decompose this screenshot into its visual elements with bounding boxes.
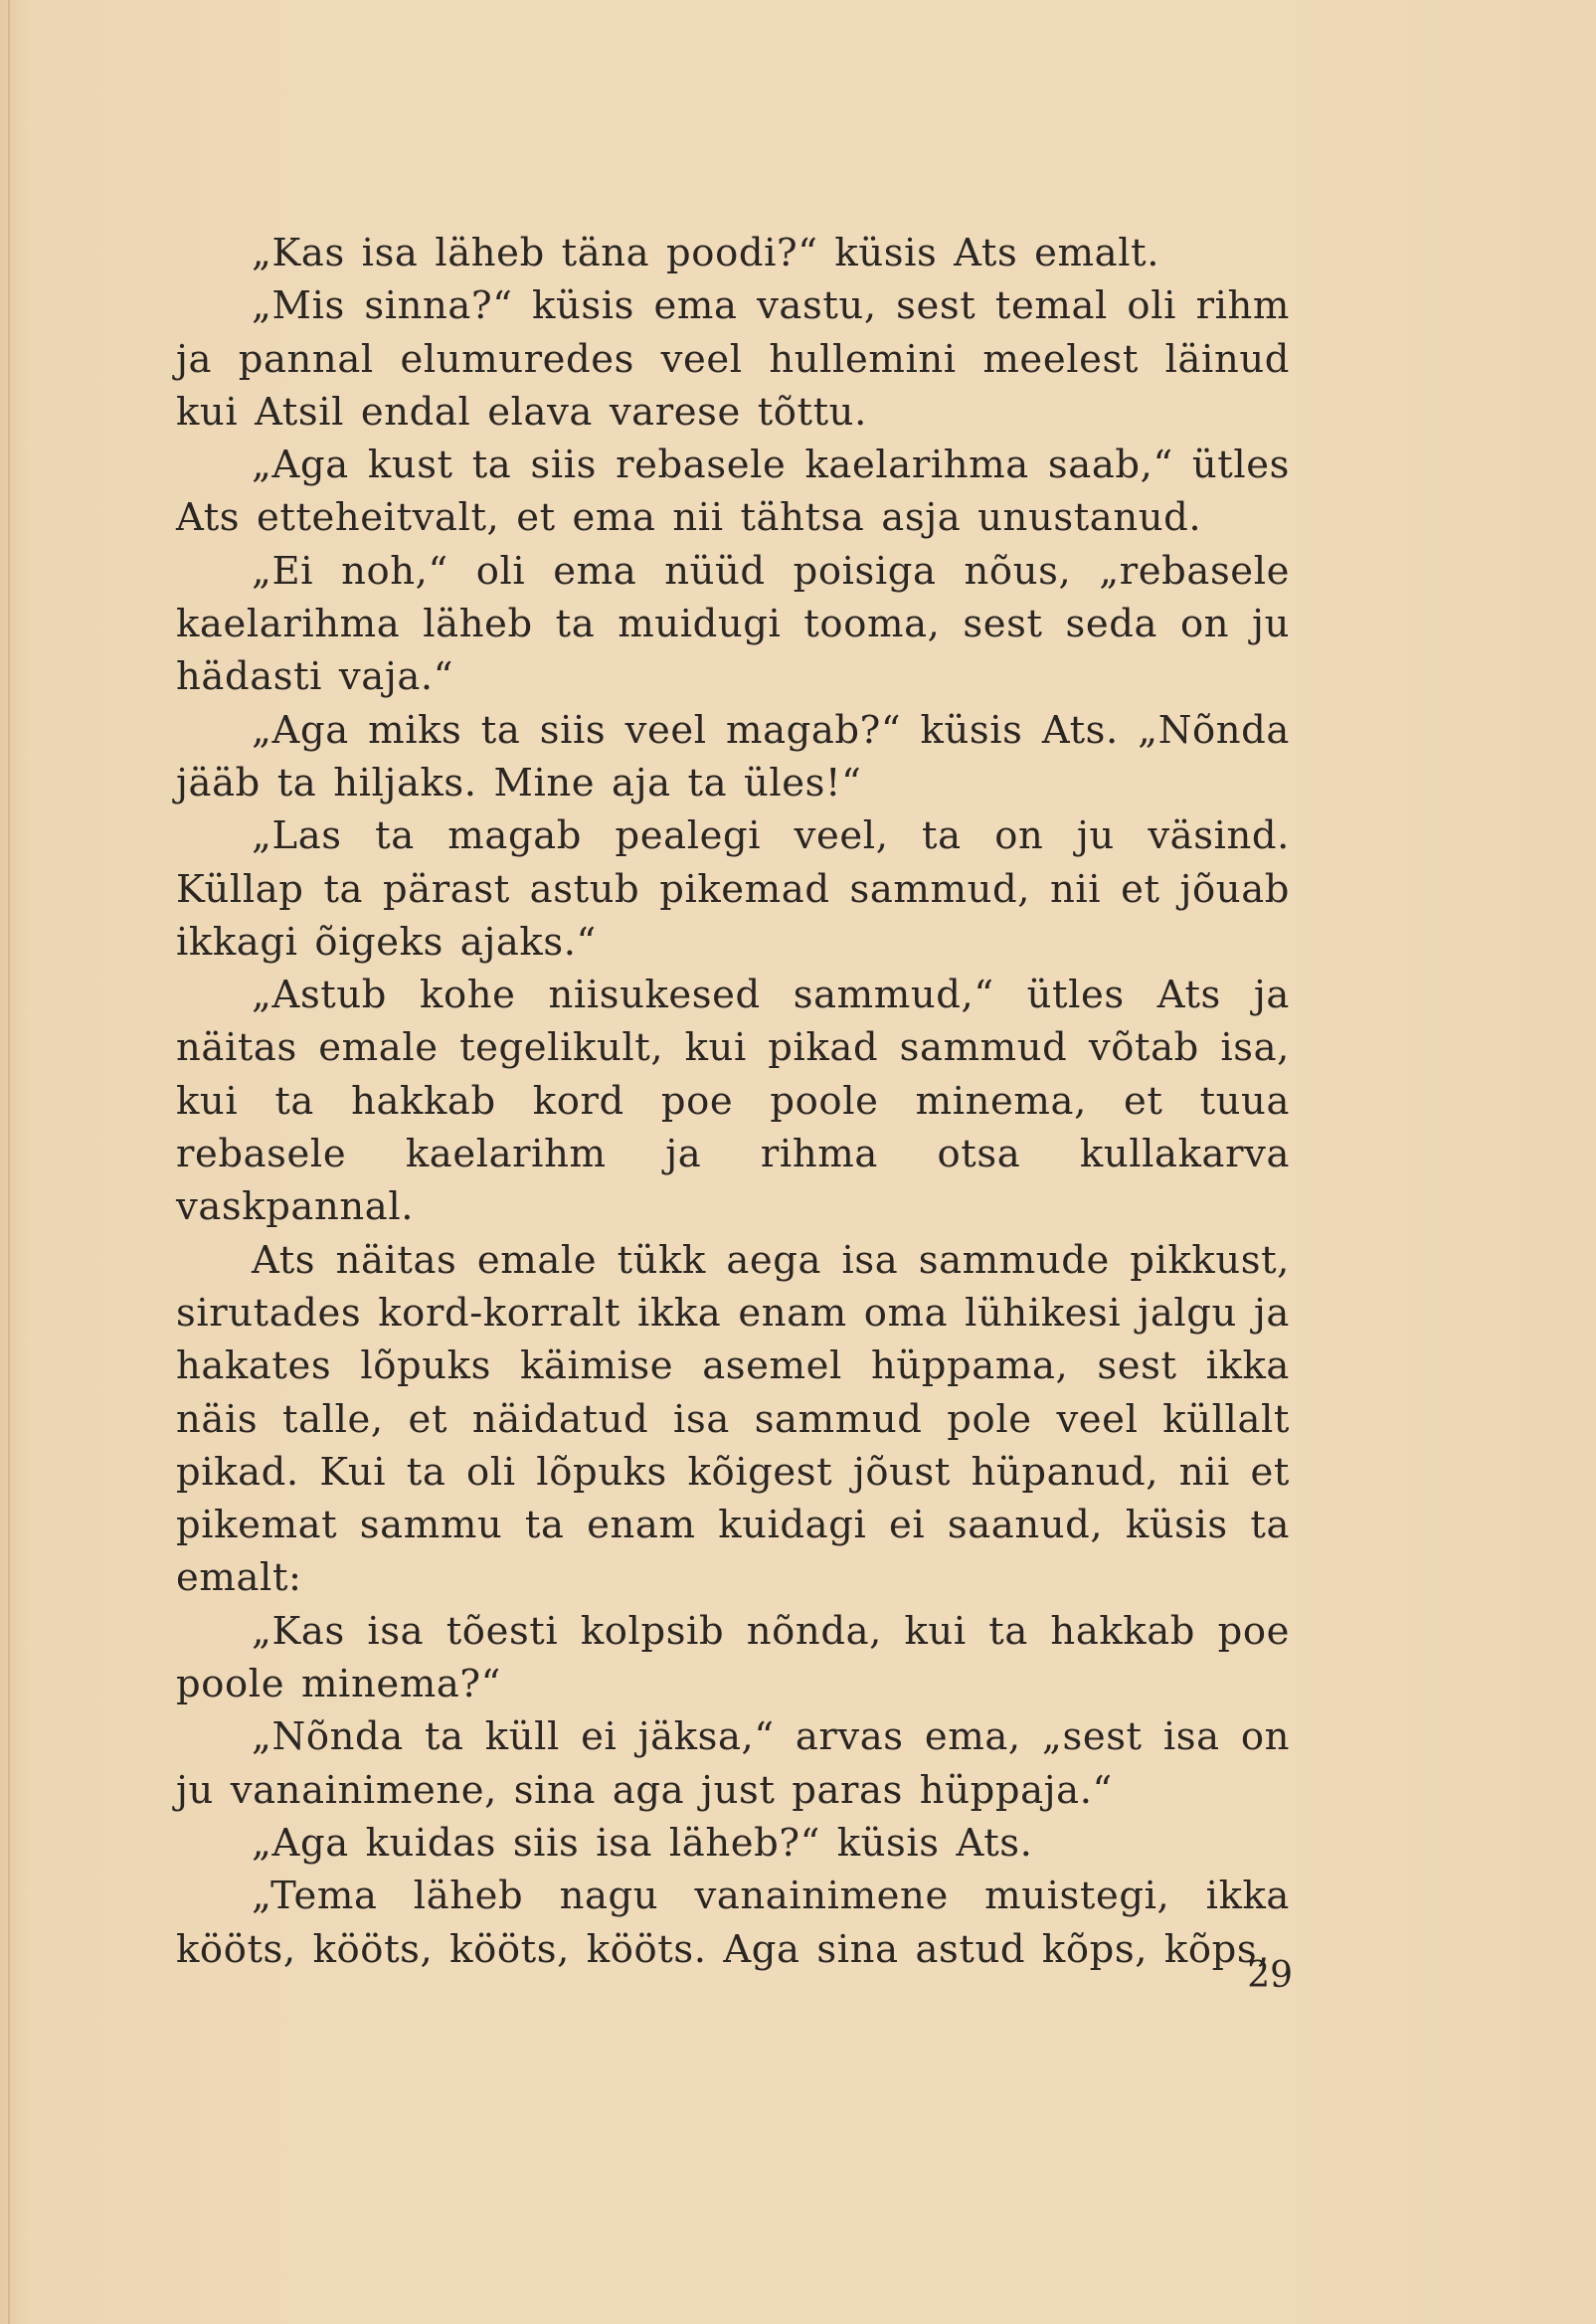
page-spine-edge	[8, 0, 10, 2324]
paragraph: „Las ta magab pealegi veel, ta on ju väsind. Küllap ta pärast astub pikemad sammud, nii et jõuab ikkagi õigeks ajaks.“	[176, 813, 1290, 965]
paragraph: „Aga kust ta siis rebasele kaelarihma saab,“ ütles Ats etteheitvalt, et ema nii tähtsa asja unustanud.	[176, 443, 1290, 541]
paragraph: „Nõnda ta küll ei jäksa,“ arvas ema, „sest isa on ju vanainimene, sina aga just paras hüppaja.“	[176, 1714, 1290, 1813]
paragraph: „Kas isa tõesti kolpsib nõnda, kui ta hakkab poe poole minema?“	[176, 1608, 1290, 1707]
body-text	[176, 227, 1290, 1976]
paragraph: „Tema läheb nagu vanainimene muistegi, ikka kööts, kööts, kööts, kööts. Aga sina astud kõps, kõps,	[176, 1874, 1290, 1972]
paragraph: „Kas isa läheb täna poodi?“ küsis Ats emalt.	[252, 231, 1160, 275]
paragraph: Ats näitas emale tükk aega isa sammude pikkust, sirutades kord-korralt ikka enam oma lühikesi jalgu ja hakates lõpuks käimise asemel hüppama, sest ikka näis talle, et näidatud isa sammud pole veel küllalt pikad. Kui ta oli lõpuks kõigest jõust hüpanud, nii et pikemat sammu ta enam kuidagi ei saanud, küsis ta emalt:	[176, 1237, 1290, 1601]
page-number: 29	[1247, 1955, 1293, 1996]
paragraph: „Ei noh,“ oli ema nüüd poisiga nõus, „rebasele kaelarihma läheb ta muidugi tooma, sest seda on ju hädasti vaja.“	[176, 548, 1290, 700]
paragraph: „Aga kuidas siis isa läheb?“ küsis Ats.	[252, 1820, 1033, 1866]
paragraph: „Mis sinna?“ küsis ema vastu, sest temal oli rihm ja pannal elumuredes veel hullemini meelest läinud kui Atsil endal elava varese tõttu.	[176, 283, 1290, 435]
paragraph: „Aga miks ta siis veel magab?“ küsis Ats. „Nõnda jääb ta hiljaks. Mine aja ta üles!“	[176, 707, 1290, 805]
paragraph: „Astub kohe niisukesed sammud,“ ütles Ats ja näitas emale tegelikult, kui pikad sammud võtab isa, kui ta hakkab kord poe poole minema, et tuua rebasele kaelarihm ja rihma otsa kullakarva vaskpannal.	[176, 973, 1290, 1230]
